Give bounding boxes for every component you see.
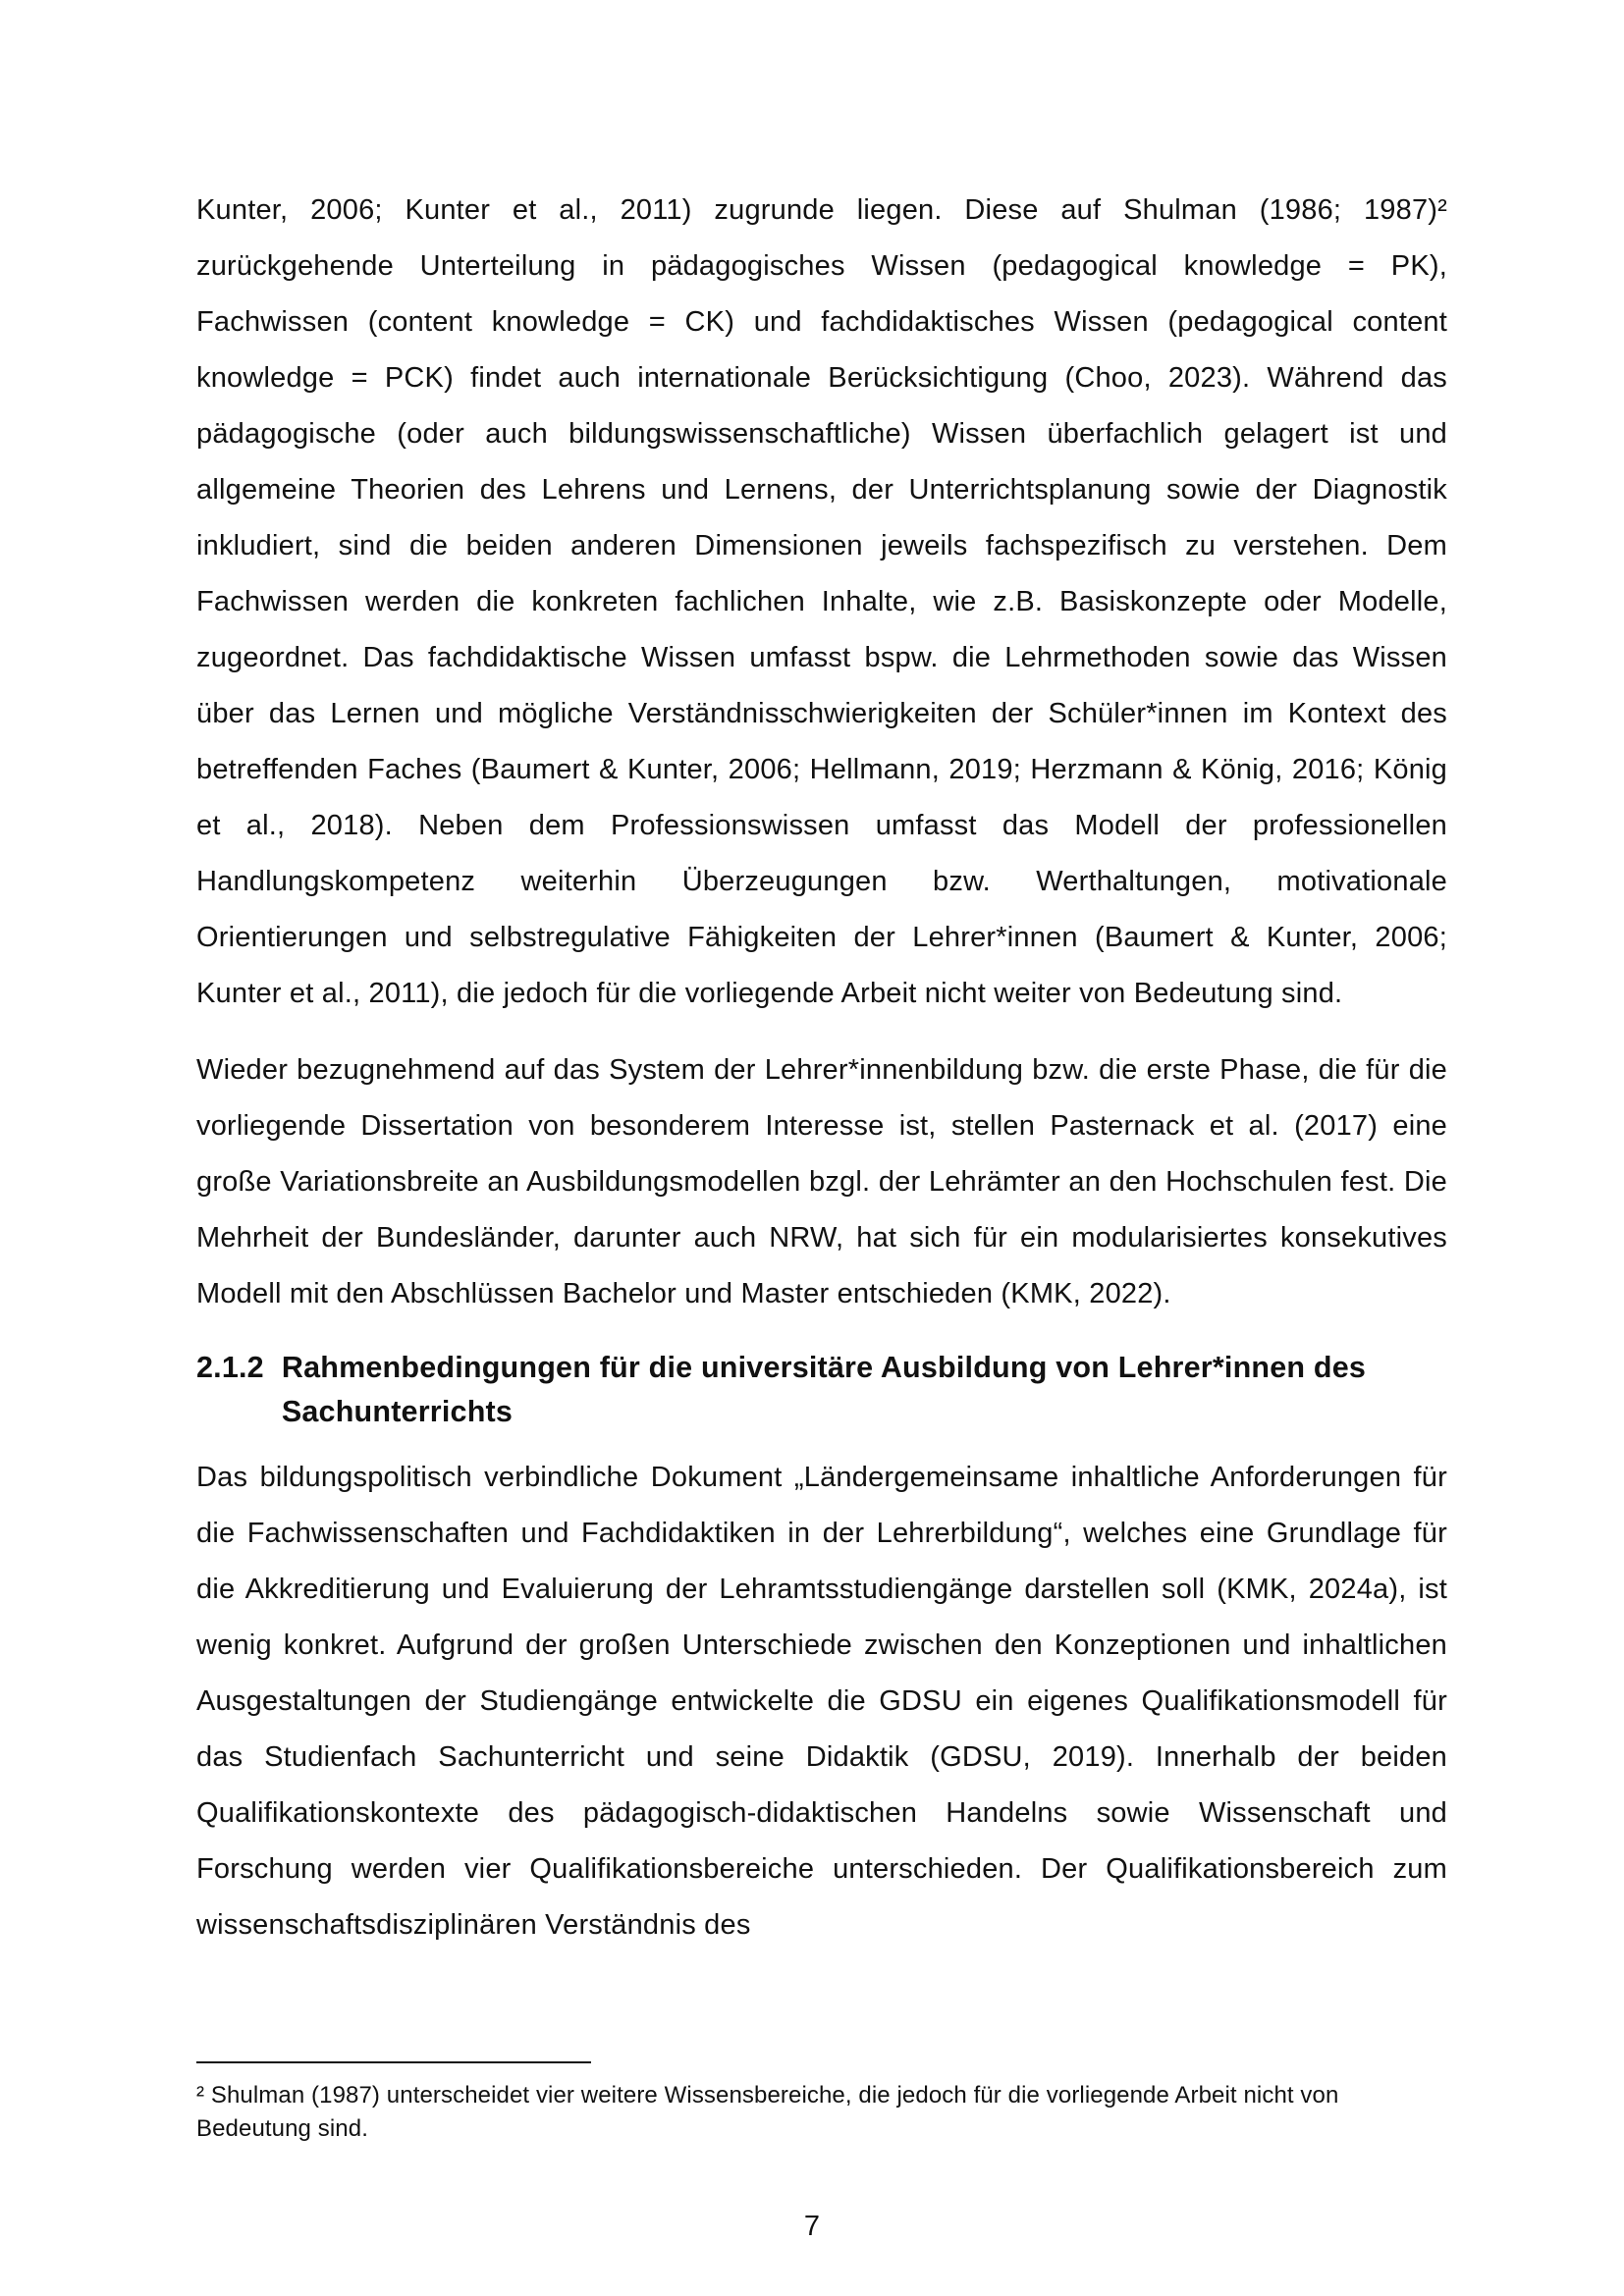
body-paragraph-1: Kunter, 2006; Kunter et al., 2011) zugrunde liegen. Diese auf Shulman (1986; 1987)² zurückgehende Unterteilung in pädagogisches Wissen (pedagogical knowledge = PK), Fachwissen (content knowledge = CK) und fachdidaktisches Wissen (pedagogical content knowledge = PCK) findet auch internationale Berücksichtigung (Choo, 2023). Während das pädagogische (oder auch bildungswissenschaftliche) Wissen überfachlich gelagert ist und allgemeine Theorien des Lehrens und Lernens, der Unterrichtsplanung sowie der Diagnostik inkludiert, sind die beiden anderen Dimensionen jeweils fachspezifisch zu verstehen. Dem Fachwissen werden die konkreten fachlichen Inhalte, wie z.B. Basiskonzepte oder Modelle, zugeordnet. Das fachdidaktische Wissen umfasst bspw. die Lehrmethoden sowie das Wissen über das Lernen und mögliche Verständnisschwierigkeiten der Schüler*innen im Kontext des betreffenden Faches (Baumert & Kunter, 2006; Hellmann, 2019; Herzmann & König, 2016; König et al., 2018). Neben dem Professionswissen umfasst das Modell der professionellen Handlungskompetenz weiterhin Überzeugungen bzw. Werthaltungen, motivationale Orientierungen und selbstregulative Fähigkeiten der Lehrer*innen (Baumert & Kunter, 2006; Kunter et al., 2011), die jedoch für die vorliegende Arbeit nicht weiter von Bedeutung sind. — [196, 194, 1447, 1009]
section-title: Rahmenbedingungen für die universitäre Ausbildung von Lehrer*innen des Sachunterrichts — [281, 1351, 1367, 1428]
footnote-area — [196, 2061, 1447, 2146]
page-number: 7 — [803, 2211, 821, 2242]
page-content — [196, 183, 1447, 1974]
footnote-separator-rule — [196, 2061, 591, 2063]
body-paragraph-2: Wieder bezugnehmend auf das System der Lehrer*innenbildung bzw. die erste Phase, die für die vorliegende Dissertation von besonderem Interesse ist, stellen Pasternack et al. (2017) eine große Variationsbreite an Ausbildungsmodellen bzgl. der Lehrämter an den Hochschulen fest. Die Mehrheit der Bundesländer, darunter auch NRW, hat sich für ein modularisiertes konsekutives Modell mit den Abschlüssen Bachelor und Master entschieden (KMK, 2022). — [196, 1054, 1447, 1309]
footnote-text: ² Shulman (1987) unterscheidet vier weitere Wissensbereiche, die jedoch für die vorliegende Arbeit nicht von Bedeutung sind. — [196, 2082, 1339, 2142]
section-number: 2.1.2 — [196, 1351, 264, 1384]
body-paragraph-3: Das bildungspolitisch verbindliche Dokument „Ländergemeinsame inhaltliche Anforderungen für die Fachwissenschaften und Fachdidaktiken in der Lehrerbildung“, welches eine Grundlage für die Akkreditierung und Evaluierung der Lehramtsstudiengänge darstellen soll (KMK, 2024a), ist wenig konkret. Aufgrund der großen Unterschiede zwischen den Konzeptionen und inhaltlichen Ausgestaltungen der Studiengänge entwickelte die GDSU ein eigenes Qualifikationsmodell für das Studienfach Sachunterricht und seine Didaktik (GDSU, 2019). Innerhalb der beiden Qualifikationskontexte des pädagogisch-didaktischen Handelns sowie Wissenschaft und Forschung werden vier Qualifikationsbereiche unterschieden. Der Qualifikationsbereich zum wissenschaftsdisziplinären Verständnis des — [196, 1462, 1447, 1941]
section-heading — [196, 1346, 1447, 1434]
